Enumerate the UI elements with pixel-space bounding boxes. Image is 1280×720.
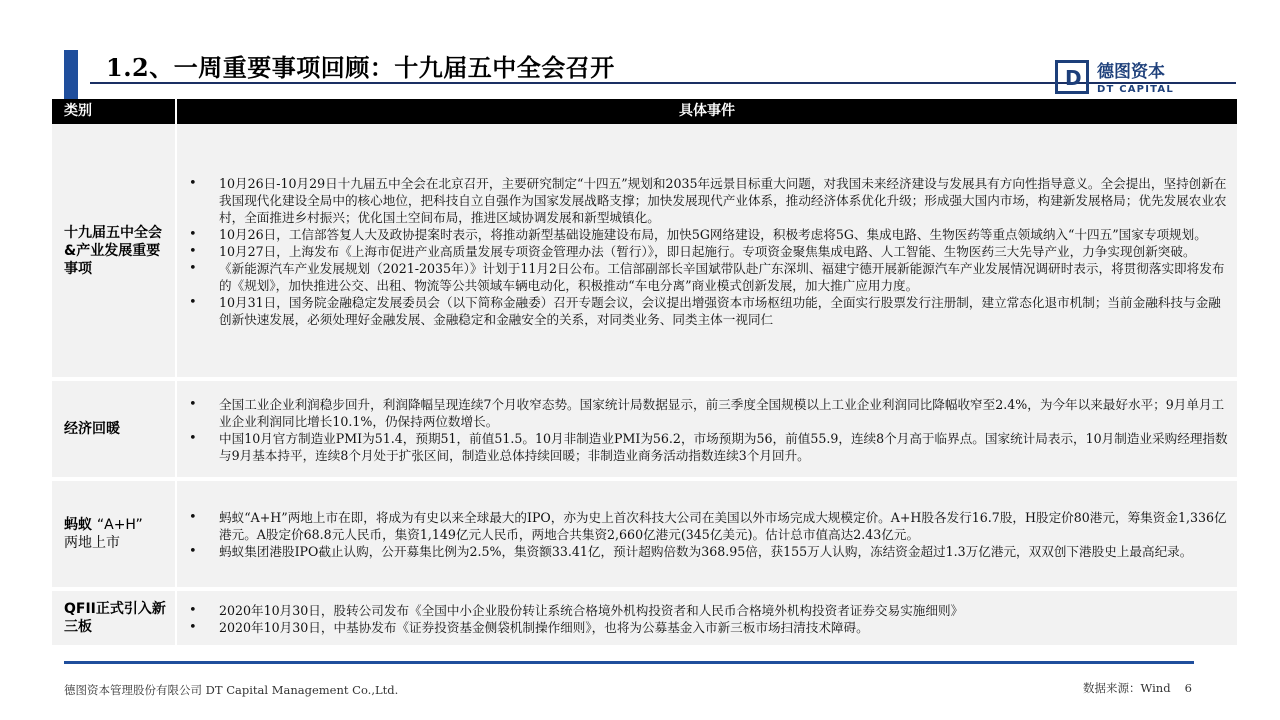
col-header-events: 具体事件 <box>176 99 1237 124</box>
logo-cn-text: 德图资本 <box>1097 62 1165 82</box>
row-events <box>176 589 1237 647</box>
event-list <box>177 393 1237 466</box>
event-list <box>177 172 1237 330</box>
row-category <box>52 479 176 589</box>
row-category: 十九届五中全会&产业发展重要事项 <box>52 124 176 379</box>
table-row <box>52 124 1237 379</box>
row-category: QFII正式引入新三板 <box>52 589 176 647</box>
col-header-category: 类别 <box>52 99 176 124</box>
data-source: 数据来源：Wind <box>1083 681 1171 695</box>
list-item: • 10月27日，上海发布《上海市促进产业高质量发展专项资金管理办法（暂行）》，即日起施行。专项资金聚焦集成电路、人工智能、生物医药三大先导产业，力争实现创新突破。 <box>177 243 1231 260</box>
row-category-part: 两地上市 <box>64 535 120 551</box>
logo-d-icon <box>1055 60 1089 94</box>
footer-divider <box>64 661 1194 664</box>
event-list <box>177 506 1237 562</box>
list-item: • 蚂蚁集团港股IPO截止认购，公开募集比例为2.5%，集资额33.41亿，预计超购倍数为368.95倍，获155万人认购，冻结资金超过1.3万亿港元，双双创下港股史上最高纪录。 <box>177 543 1231 560</box>
row-category-part: “A+H” <box>96 517 143 533</box>
company-logo <box>1055 60 1185 100</box>
table-row <box>52 479 1237 589</box>
events-table <box>52 99 1237 649</box>
row-category-part: 蚂蚁 <box>64 517 92 533</box>
list-item: • 中国10月官方制造业PMI为51.4，预期51，前值51.5。10月非制造业PMI为56.2，市场预期为56，前值55.9，连续8个月高于临界点。国家统计局表示，10月制造业采购经理指数与9月基本持平，连续8个月处于扩张区间，制造业总体持续回暖；非制造业商务活动指数连续3个月回升。 <box>177 430 1231 464</box>
row-events <box>176 124 1237 379</box>
list-item: • 10月31日，国务院金融稳定发展委员会（以下简称金融委）召开专题会议，会议提出增强资本市场枢纽功能，全面实行股票发行注册制，建立常态化退市机制；当前金融科技与金融创新快速发展，必须处理好金融发展、金融稳定和金融安全的关系，对同类业务、同类主体一视同仁 <box>177 294 1231 328</box>
row-category: 经济回暖 <box>52 379 176 479</box>
page-title: 1.2、一周重要事项回顾：十九届五中全会召开 <box>106 53 615 82</box>
list-item: • 2020年10月30日，中基协发布《证券投资基金侧袋机制操作细则》，也将为公募基金入市新三板市场扫清技术障碍。 <box>177 619 1231 636</box>
row-events <box>176 479 1237 589</box>
list-item: • 2020年10月30日，股转公司发布《全国中小企业股份转让系统合格境外机构投资者和人民币合格境外机构投资者证券交易实施细则》 <box>177 602 1231 619</box>
table-row <box>52 589 1237 647</box>
table-row <box>52 379 1237 479</box>
footer-source <box>1083 680 1192 696</box>
company-name: 德图资本管理股份有限公司 DT Capital Management Co.,Ltd. <box>64 683 399 697</box>
logo-en-text: DT CAPITAL <box>1097 84 1174 95</box>
list-item: • 《新能源汽车产业发展规划（2021-2035年）》计划于11月2日公布。工信部副部长辛国斌带队赴广东深圳、福建宁德开展新能源汽车产业发展情况调研时表示，将贯彻落实即将发布的《规划》，加快推进公交、出租、物流等公共领域车辆电动化，积极推动“车电分离”商业模式创新发展，加大推广应用力度。 <box>177 260 1231 294</box>
event-list <box>177 599 1237 638</box>
logo-mark-letter: D <box>1065 66 1082 90</box>
list-item: • 10月26日-10月29日十九届五中全会在北京召开，主要研究制定“十四五”规划和2035年远景目标重大问题，对我国未来经济建设与发展具有方向性指导意义。全会提出，坚持创新在我国现代化建设全局中的核心地位，把科技自立自强作为国家发展战略支撑；加快发展现代产业体系，推动经济体系优化升级；形成强大国内市场，构建新发展格局；优先发展农业农村，全面推进乡村振兴；优化国土空间布局，推进区域协调发展和新型城镇化。 <box>177 175 1231 226</box>
row-events <box>176 379 1237 479</box>
page-number: 6 <box>1184 681 1192 695</box>
table-header-row <box>52 99 1237 124</box>
list-item: • 全国工业企业利润稳步回升，利润降幅呈现连续7个月收窄态势。国家统计局数据显示，前三季度全国规模以上工业企业利润同比降幅收窄至2.4%，为今年以来最好水平；9月单月工业企业利润同比增长10.1%，仍保持两位数增长。 <box>177 396 1231 430</box>
list-item: • 蚂蚁“A+H”两地上市在即，将成为有史以来全球最大的IPO，亦为史上首次科技大公司在美国以外市场完成大规模定价。A+H股各发行16.7股，H股定价80港元，筹集资金1,336亿港元。A股定价68.8元人民币，集资1,149亿元人民币，两地合共集资2,660亿港元(345亿美元)。估计总市值高达2.43亿元。 <box>177 509 1231 543</box>
list-item: • 10月26日，工信部答复人大及政协提案时表示，将推动新型基础设施建设布局，加快5G网络建设，积极考虑将5G、集成电路、生物医药等重点领域纳入“十四五”国家专项规划。 <box>177 226 1231 243</box>
